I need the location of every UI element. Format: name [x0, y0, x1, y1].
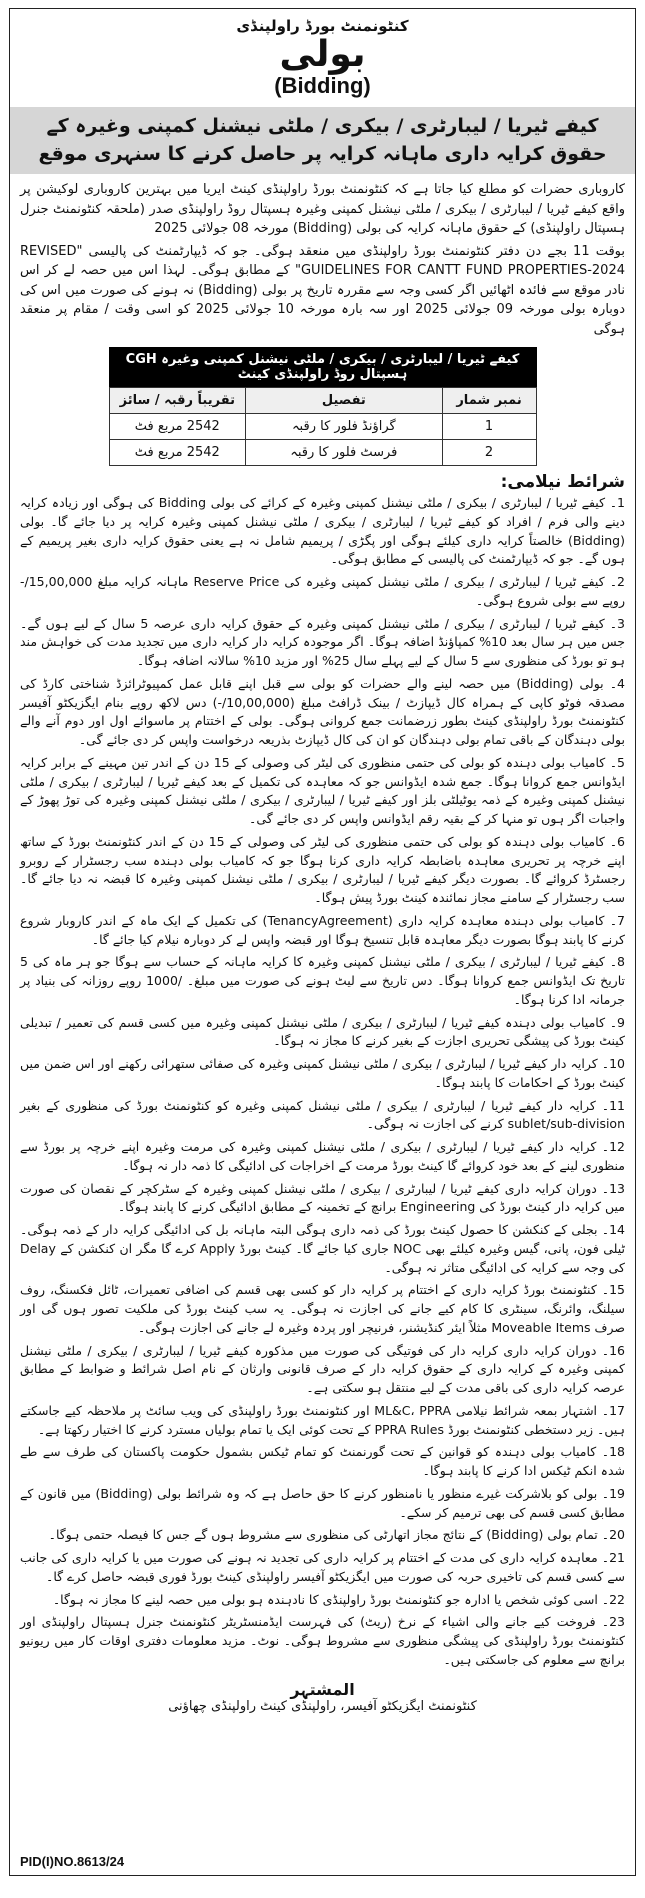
condition-item: 5۔ کامیاب بولی دہندہ کو بولی کی حتمی منظوری کی لیٹر کی وصولی کے 15 دن کے اندر تین مہینے کے برابر کرایہ ایڈوانس جمع کروانا ہوگا۔ جمع شدہ ایڈوانس جو کہ معاہدہ کی تکمیل کے بعد کیفے ٹیریا / لیبارٹری / بیکری / ملٹی نیشنل کمپنی وغیرہ کے ذمہ یوٹیلٹی بلز اور کیفے ٹیریا / لیبارٹری / بیکری / ملٹی نیشنل کمپنی وغیرہ کی توڑ پھوڑ کے واجبات اگر ہوں تو منہا کر کے بقیہ رقم ایڈوانس واپس کر دی جائے گی۔: [20, 754, 625, 827]
property-table: [109, 347, 537, 466]
cell-area: 2542 مربع فٹ: [109, 440, 246, 466]
condition-item: 17۔ اشتہار بمعہ شرائط نیلامی ML&C، PPRA اور کنٹونمنٹ بورڈ راولپنڈی کی ویب سائٹ پر ملاحظہ کیے جاسکتے ہیں۔ زیر دستخطی کنٹونمنٹ بورڈ PPRA Rules کے تحت کوئی ایک یا تمام بولیاں مسترد کرنے کا اختیار رکھتا ہے۔: [20, 1402, 625, 1437]
condition-item: 1۔ کیفے ٹیریا / لیبارٹری / بیکری / ملٹی نیشنل کمپنی وغیرہ کے کرائے کی بولی Bidding کی ہوگی اور زیادہ کرایہ دینے والی فرم / افراد کو کیفے ٹیریا / لیبارٹری / بیکری / ملٹی نیشنل کمپنی وغیرہ کرایہ پر دیا جائے گا۔ بولی (Bidding) خالصتاً کرایہ داری کیلئے ہوگی اور پگڑی / پریمیم شامل نہ ہے یعنی حقوق کرایہ داری بغیر پریمیم کے ہوں گے۔ جو کہ ڈیپارٹمنٹ کی پالیسی کے مطابق ہوگی۔: [20, 495, 625, 567]
table-header-row: [109, 388, 536, 414]
notice-title: [20, 34, 625, 75]
condition-item: 23۔ فروخت کیے جانے والی اشیاء کے نرخ (ریٹ) کی فہرست ایڈمنسٹریٹر کنٹونمنٹ جنرل ہسپتال راولپنڈی اور کنٹونمنٹ بورڈ راولپنڈی کی پیشگی منظوری سے مشروط ہوگی۔ نوٹ۔ مزید معلومات دفتری اوقات کار میں ریونیو برانچ سے معلوم کی جاسکتی ہیں۔: [20, 1614, 625, 1667]
condition-item: 2۔ کیفے ٹیریا / لیبارٹری / بیکری / ملٹی نیشنل کمپنی وغیرہ کی Reserve Price ماہانہ کرایہ مبلغ 15,00,000/- روپے سے بولی شروع ہوگی۔: [20, 574, 625, 608]
table-row: [109, 440, 536, 466]
cell-serial: 1: [442, 414, 536, 440]
col-serial: نمبر شمار: [442, 388, 536, 414]
table-title: کیفے ٹیریا / لیبارٹری / بیکری / ملٹی نیشنل کمپنی وغیرہ CGH ہسپتال روڈ راولپنڈی کینٹ: [109, 347, 537, 387]
organization-name: کنٹونمنٹ بورڈ راولپنڈی: [236, 17, 409, 35]
headline-line-2: حقوق کرایہ داری ماہانہ کرایہ پر حاصل کرنے کا سنہری موقع: [38, 142, 607, 165]
intro-paragraph: بوقت 11 بجے دن دفتر کنٹونمنٹ بورڈ راولپنڈی میں منعقد ہوگی۔ جو کہ ڈیپارٹمنٹ کی پالیسی "REVISED GUIDELINES FOR CANTT FUND PROPERTIES-2024" کے مطابق ہوگی۔ لہذا اس میں حصہ لے کر اس نادر موقع سے فائدہ اٹھائیں اگر کسی وجہ سے مقررہ تاریخ پر بولی (Bidding) نہ ہونے کی صورت میں اس کی دوبارہ بولی مورخہ 09 جولائی 2025 اور سہ بارہ مورخہ 10 جولائی 2025 کو اسی وقت / مقام پر منعقد ہوگی: [20, 243, 626, 337]
condition-item: 7۔ کامیاب بولی دہندہ معاہدہ کرایہ داری (TenancyAgreement) کی تکمیل کے ایک ماہ کے اندر کاروبار شروع کرنے کا پابند ہوگا بصورت دیگر معاہدہ قابل تنسیخ ہوگا اور قبضہ واپس لے کر دوبارہ نیلام کیا جائے گا۔: [20, 912, 625, 947]
condition-item: 4۔ بولی (Bidding) میں حصہ لینے والے حضرات کو بولی سے قبل اپنے قابل عمل کمپیوٹرائزڈ شناختی کارڈ کی مصدقہ فوٹو کاپی کے ہمراہ کال ڈیپازٹ / بینک ڈرافٹ مبلغ (10,00,000/-) دس لاکھ روپے بنام ایگزیکٹو آفیسر کنٹونمنٹ بورڈ راولپنڈی کینٹ بطور زرضمانت جمع کروانی ہوگی۔ بولی کے اختتام پر ماسوائے اول اور دوم آنے والے بولی دہندگان کے باقی تمام بولی دہندگان کو ان کی کال ڈیپازٹ بذریعہ درخواست واپس کر دی جائے گی۔: [20, 675, 625, 748]
headline-band: [10, 107, 635, 174]
tender-notice: [9, 8, 636, 1876]
condition-item: 10۔ کرایہ دار کیفے ٹیریا / لیبارٹری / بیکری / ملٹی نیشنل کمپنی وغیرہ کی صفائی ستھرائی رکھنے اور اس ضمن میں کینٹ بورڈ کے احکامات کا پابند ہوگا۔: [20, 1056, 625, 1090]
condition-item: 12۔ کرایہ دار کیفے ٹیریا / لیبارٹری / بیکری / ملٹی نیشنل کمپنی وغیرہ کی مرمت وغیرہ اپنے خرچہ پر بورڈ سے منظوری لینے کے بعد خود کروائے گا کینٹ بورڈ مرمت کے اخراجات کی ادائیگی کا ذمہ دار نہ ہوگا۔: [20, 1139, 625, 1173]
conditions-heading: شرائط نیلامی:: [500, 472, 625, 493]
condition-item: 6۔ کامیاب بولی دہندہ کو بولی کی حتمی منظوری کی لیٹر کی وصولی کے 15 دن کے اندر کنٹونمنٹ بورڈ کے ساتھ اپنے خرچہ پر تحریری معاہدہ باضابطہ کرایہ داری کرنا ہوگا جو کہ کامیاب بولی دہندہ سب رجسٹرار کے روبرو رجسٹرڈ کروائے گا۔ بصورت دیگر کیفے ٹیریا / لیبارٹری / بیکری / ملٹی نیشنل کمپنی وغیرہ کا قبضہ نہ دیا جائے گا۔ سب رجسٹرار کے سامنے مجاز نمائندہ کینٹ بورڈ پیش ہوگا۔: [20, 833, 625, 906]
property-grid: [109, 387, 537, 466]
condition-item: 3۔ کیفے ٹیریا / لیبارٹری / بیکری / ملٹی نیشنل کمپنی وغیرہ کے حقوق کرایہ داری عرصہ 5 سال کے لیے ہوں گے۔ جس میں ہر سال بعد 10% کمپاؤنڈ اضافہ ہوگا۔ اگر موجودہ کرایہ دار کرایہ داری میں تجدید مدت کی خواہش مند ہو تو بورڈ کی منظوری سے 5 سال کے لیے پہلے سال 25% اور مزید 10% سالانہ اضافہ ہوگا۔: [20, 615, 625, 669]
pid-number: PID(I)NO.8613/24: [20, 1854, 125, 1869]
table-row: [109, 414, 536, 440]
title-english: (Bidding): [274, 73, 371, 98]
cell-area: 2542 مربع فٹ: [109, 414, 246, 440]
col-detail: تفصیل: [246, 388, 442, 414]
cell-detail: گراؤنڈ فلور کا رقبہ: [246, 414, 442, 440]
title-english-wrap: [20, 73, 625, 99]
condition-item: 8۔ کیفے ٹیریا / لیبارٹری / بیکری / ملٹی نیشنل کمپنی وغیرہ کا کرایہ ماہانہ کے حساب سے ہوگا جو ہر ماہ کی 5 تاریخ تک ایڈوانس جمع کروانا ہوگا۔ دس تاریخ سے لیٹ ہونے کی صورت میں مبلغ۔ /1000 روپے روزانہ کی بنیاد پر جرمانہ ادا کرنا ہوگا۔: [20, 954, 625, 1007]
condition-item: 20۔ تمام بولی (Bidding) کے نتائج مجاز اتھارٹی کی منظوری سے مشروط ہوں گے جس کا فیصلہ حتمی ہوگا۔: [48, 1527, 625, 1543]
condition-item: 18۔ کامیاب بولی دہندہ کو قوانین کے تحت گورنمنٹ کو تمام ٹیکس بشمول حکومت پاکستان کی طرف سے طے شدہ انکم ٹیکس ادا کرنے کا پابند ہوگا۔: [20, 1444, 625, 1479]
advertiser-label: المشتہر: [290, 1679, 355, 1699]
condition-item: 11۔ کرایہ دار کیفے ٹیریا / لیبارٹری / بیکری / ملٹی نیشنل کمپنی وغیرہ کو کنٹونمنٹ بورڈ کی منظوری کے بغیر sublet/sub-division کرنے کی اجازت نہ ہوگی۔: [20, 1097, 625, 1132]
condition-item: 9۔ کامیاب بولی دہندہ کیفے ٹیریا / لیبارٹری / بیکری / ملٹی نیشنل کمپنی وغیرہ میں کسی قسم کی تعمیر / تبدیلی کینٹ بورڈ کی پیشگی تحریری اجازت کے بغیر کرنے کا مجاز نہ ہوگا۔: [20, 1014, 625, 1049]
condition-item: 22۔ اسی کوئی شخص یا ادارہ جو کنٹونمنٹ بورڈ راولپنڈی کا نادہندہ ہو بولی میں حصہ لینے کا مجاز نہ ہوگا۔: [52, 1591, 625, 1607]
headline-line-1: کیفے ٹیریا / لیبارٹری / بیکری / ملٹی نیشنل کمپنی وغیرہ کے: [46, 115, 599, 137]
conditions-list: [20, 494, 625, 1670]
intro-text: [20, 180, 625, 339]
condition-item: 16۔ دوران کرایہ داری کرایہ دار کی فوتیگی کی صورت میں مذکورہ کیفے ٹیریا / لیبارٹری / بیکری / ملٹی نیشنل کمپنی وغیرہ کے کرایہ داری کے حقوق کرایہ دار کے صرف قانونی وارثان کے نام اصل شرائط و ضوابط کے مطابق عرصہ کرایہ داری کی باقی مدت کے لیے منتقل ہو سکتی ہے۔: [20, 1342, 625, 1396]
condition-item: 21۔ معاہدہ کرایہ داری کی مدت کے اختتام پر کرایہ داری کی تجدید نہ ہونے کی صورت میں یا کرایہ داری کی جانب سے کسی قسم کی تاخیری حربہ کی صورت میں ایگزیکٹو آفیسر راولپنڈی کینٹ بورڈ فوری قبضہ حاصل کرے گا۔: [20, 1550, 625, 1584]
condition-item: 15۔ کنٹونمنٹ بورڈ کرایہ داری کے اختتام پر کرایہ دار کو کسی بھی قسم کی اضافی تعمیرات، ٹائل فکسنگ، روف سیلنگ، وائرنگ، سینٹری کا کام کیے جانے کی اجازت نہ ہوگی۔ یہ سب کینٹ بورڈ کی ملکیت تصور ہوں گی اور صرف Moveable Items مثلاً ایئر کنڈیشنر، فرنیچر اور پردہ وغیرہ لے جانے کی اجازت ہوگی۔: [20, 1282, 625, 1335]
condition-item: 13۔ دوران کرایہ داری کیفے ٹیریا / لیبارٹری / بیکری / ملٹی نیشنل کمپنی وغیرہ کے سٹرکچر کے نقصان کی صورت میں کرایہ دار کینٹ بورڈ کی Engineering برانچ کے تخمینہ کے مطابق ادائیگی کرنے کا پابند ہوگا۔: [20, 1180, 625, 1215]
cell-serial: 2: [442, 440, 536, 466]
advertiser-org: کنٹونمنٹ ایگزیکٹو آفیسر، راولپنڈی کینٹ راولپنڈی چھاؤنی: [168, 1698, 477, 1714]
intro-paragraph: کاروباری حضرات کو مطلع کیا جاتا ہے کہ کنٹونمنٹ بورڈ راولپنڈی کینٹ ایریا میں بہترین کاروباری لوکیشن پر واقع کیفے ٹیریا / لیبارٹری / بیکری / ملٹی نیشنل کمپنی وغیرہ ہسپتال روڈ راولپنڈی صدر (ملحقہ کنٹونمنٹ جنرل ہسپتال راولپنڈی) کے حقوق ماہانہ کرایہ کی بولی (Bidding) مورخہ 08 جولائی 2025: [20, 182, 625, 237]
condition-item: 14۔ بجلی کے کنکشن کا حصول کینٹ بورڈ کی ذمہ داری ہوگی البتہ ماہانہ بل کی ادائیگی کرایہ دار کے ذمہ ہوگی۔ ٹیلی فون، پانی، گیس وغیرہ کیلئے بھی NOC جاری کیا جائے گا۔ کینٹ بورڈ Apply کرے گا مگر ان کنکشن کے Delay کی وجہ سے کرایہ کی ادائیگی متاثر نہ ہوگی۔: [20, 1222, 625, 1275]
condition-item: 19۔ بولی کو بلاشرکت غیرے منظور یا نامنظور کرنے کا حق حاصل ہے کہ وہ شرائط بولی (Bidding) میں قانون کے مطابق کسی قسم کی بھی ترمیم کر سکے۔: [20, 1485, 625, 1520]
col-area: تقریباً رقبہ / سائز: [109, 388, 246, 414]
title-urdu: بولی: [279, 34, 366, 75]
cell-detail: فرسٹ فلور کا رقبہ: [246, 440, 442, 466]
